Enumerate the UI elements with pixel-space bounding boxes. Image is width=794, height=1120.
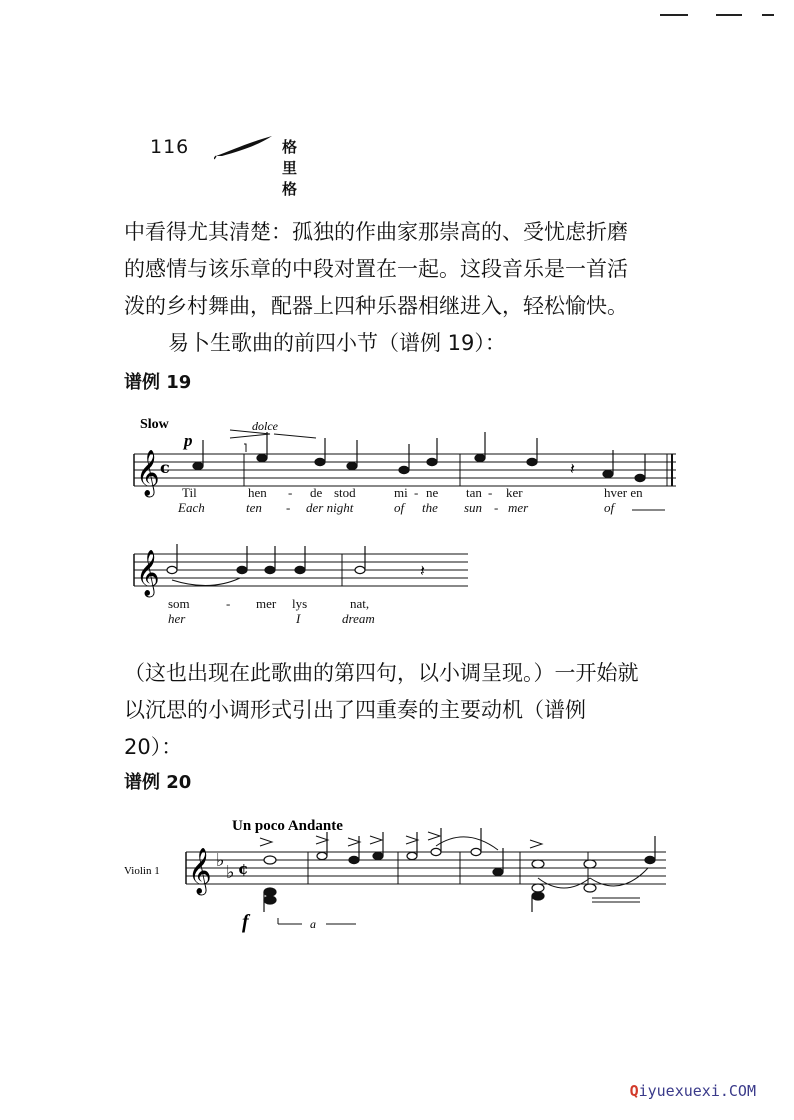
- lyric-en-word: -: [286, 500, 291, 515]
- lyric-word: som: [168, 596, 190, 611]
- example-20-score: [120, 812, 680, 942]
- lyric-word: hver en: [604, 485, 643, 500]
- svg-text:c: c: [160, 458, 170, 477]
- lyric-en-word: of: [604, 500, 615, 515]
- lyric-en-word: I: [296, 611, 301, 626]
- lyric-en-word: der night: [306, 500, 354, 515]
- quill-icon: [214, 134, 274, 160]
- lyric-word: lys: [292, 596, 308, 611]
- treble-clef-icon: 𝄞: [136, 550, 160, 596]
- lyric-word: -: [414, 485, 419, 500]
- lyric-en-word: of: [394, 500, 405, 515]
- text-line: 20）：: [124, 735, 183, 759]
- lyric-word: -: [226, 596, 231, 611]
- svg-text:𝄽: 𝄽: [420, 561, 425, 580]
- chapter-title: 格里格: [282, 138, 300, 198]
- dynamic-marking: p: [184, 431, 193, 450]
- text-line: 易卜生歌曲的前四小节（谱例 19）：: [168, 331, 506, 355]
- lyric-word: hen: [248, 485, 267, 500]
- example-20-label: 谱例 20: [124, 772, 192, 793]
- text-line: 中看得尤其清楚：孤独的作曲家那崇高的、受忧虑折磨: [124, 220, 628, 244]
- lyric-word: tan: [466, 485, 482, 500]
- lyric-word: -: [488, 485, 493, 500]
- svg-text:♭: ♭: [226, 862, 235, 883]
- header-dash: [716, 14, 742, 16]
- watermark: [630, 1082, 756, 1100]
- svg-text:¢: ¢: [238, 860, 249, 878]
- tempo-marking: Un poco Andante: [232, 818, 343, 834]
- paragraph-3: [124, 655, 694, 766]
- lyric-en-word: her: [168, 611, 186, 626]
- treble-clef-icon: 𝄞: [188, 848, 212, 894]
- watermark-text: iyuexuexi.COM: [638, 1082, 756, 1100]
- svg-text:𝄽: 𝄽: [570, 459, 575, 478]
- lyric-en-word: -: [494, 500, 499, 515]
- lyric-en-word: the: [422, 500, 438, 515]
- dynamic-marking: f: [242, 911, 249, 933]
- text-line: 以沉思的小调形式引出了四重奏的主要动机（谱例: [124, 698, 586, 722]
- lyric-en-word: dream: [342, 611, 375, 626]
- page-number: 116: [150, 136, 190, 158]
- text-line: （这也出现在此歌曲的第四句，以小调呈现。）一开始就: [124, 661, 639, 685]
- expression-marking: dolce: [252, 419, 278, 433]
- header-dash: [660, 14, 688, 16]
- example-19-label: 谱例 19: [124, 372, 192, 393]
- watermark-q-letter: Q: [629, 1082, 639, 1100]
- header-dash: [762, 14, 774, 16]
- text-line: 的感情与该乐章的中段对置在一起。这段音乐是一首活: [124, 257, 628, 281]
- lyric-en-word: mer: [508, 500, 529, 515]
- lyric-word: Til: [182, 485, 197, 500]
- lyric-word: nat,: [350, 596, 370, 611]
- text-line: 泼的乡村舞曲，配器上四种乐器相继进入，轻松愉快。: [124, 294, 628, 318]
- instrument-label: Violin 1: [124, 865, 160, 877]
- lyric-word: de: [310, 485, 323, 500]
- tempo-marking: Slow: [140, 417, 169, 432]
- lyric-word: stod: [334, 485, 356, 500]
- lyric-word: -: [288, 485, 293, 500]
- lyric-word: mer: [256, 596, 277, 611]
- paragraph-1: [124, 214, 694, 362]
- cresc-marking: a: [310, 917, 316, 931]
- lyric-word: ne: [426, 485, 439, 500]
- lyric-en-word: ten: [246, 500, 262, 515]
- lyric-en-word: sun: [464, 500, 483, 515]
- lyric-en-word: Each: [178, 500, 205, 515]
- lyric-word: ker: [506, 485, 523, 500]
- svg-text:♭: ♭: [216, 850, 225, 871]
- treble-clef-icon: 𝄞: [136, 450, 160, 496]
- lyric-word: mi: [394, 485, 408, 500]
